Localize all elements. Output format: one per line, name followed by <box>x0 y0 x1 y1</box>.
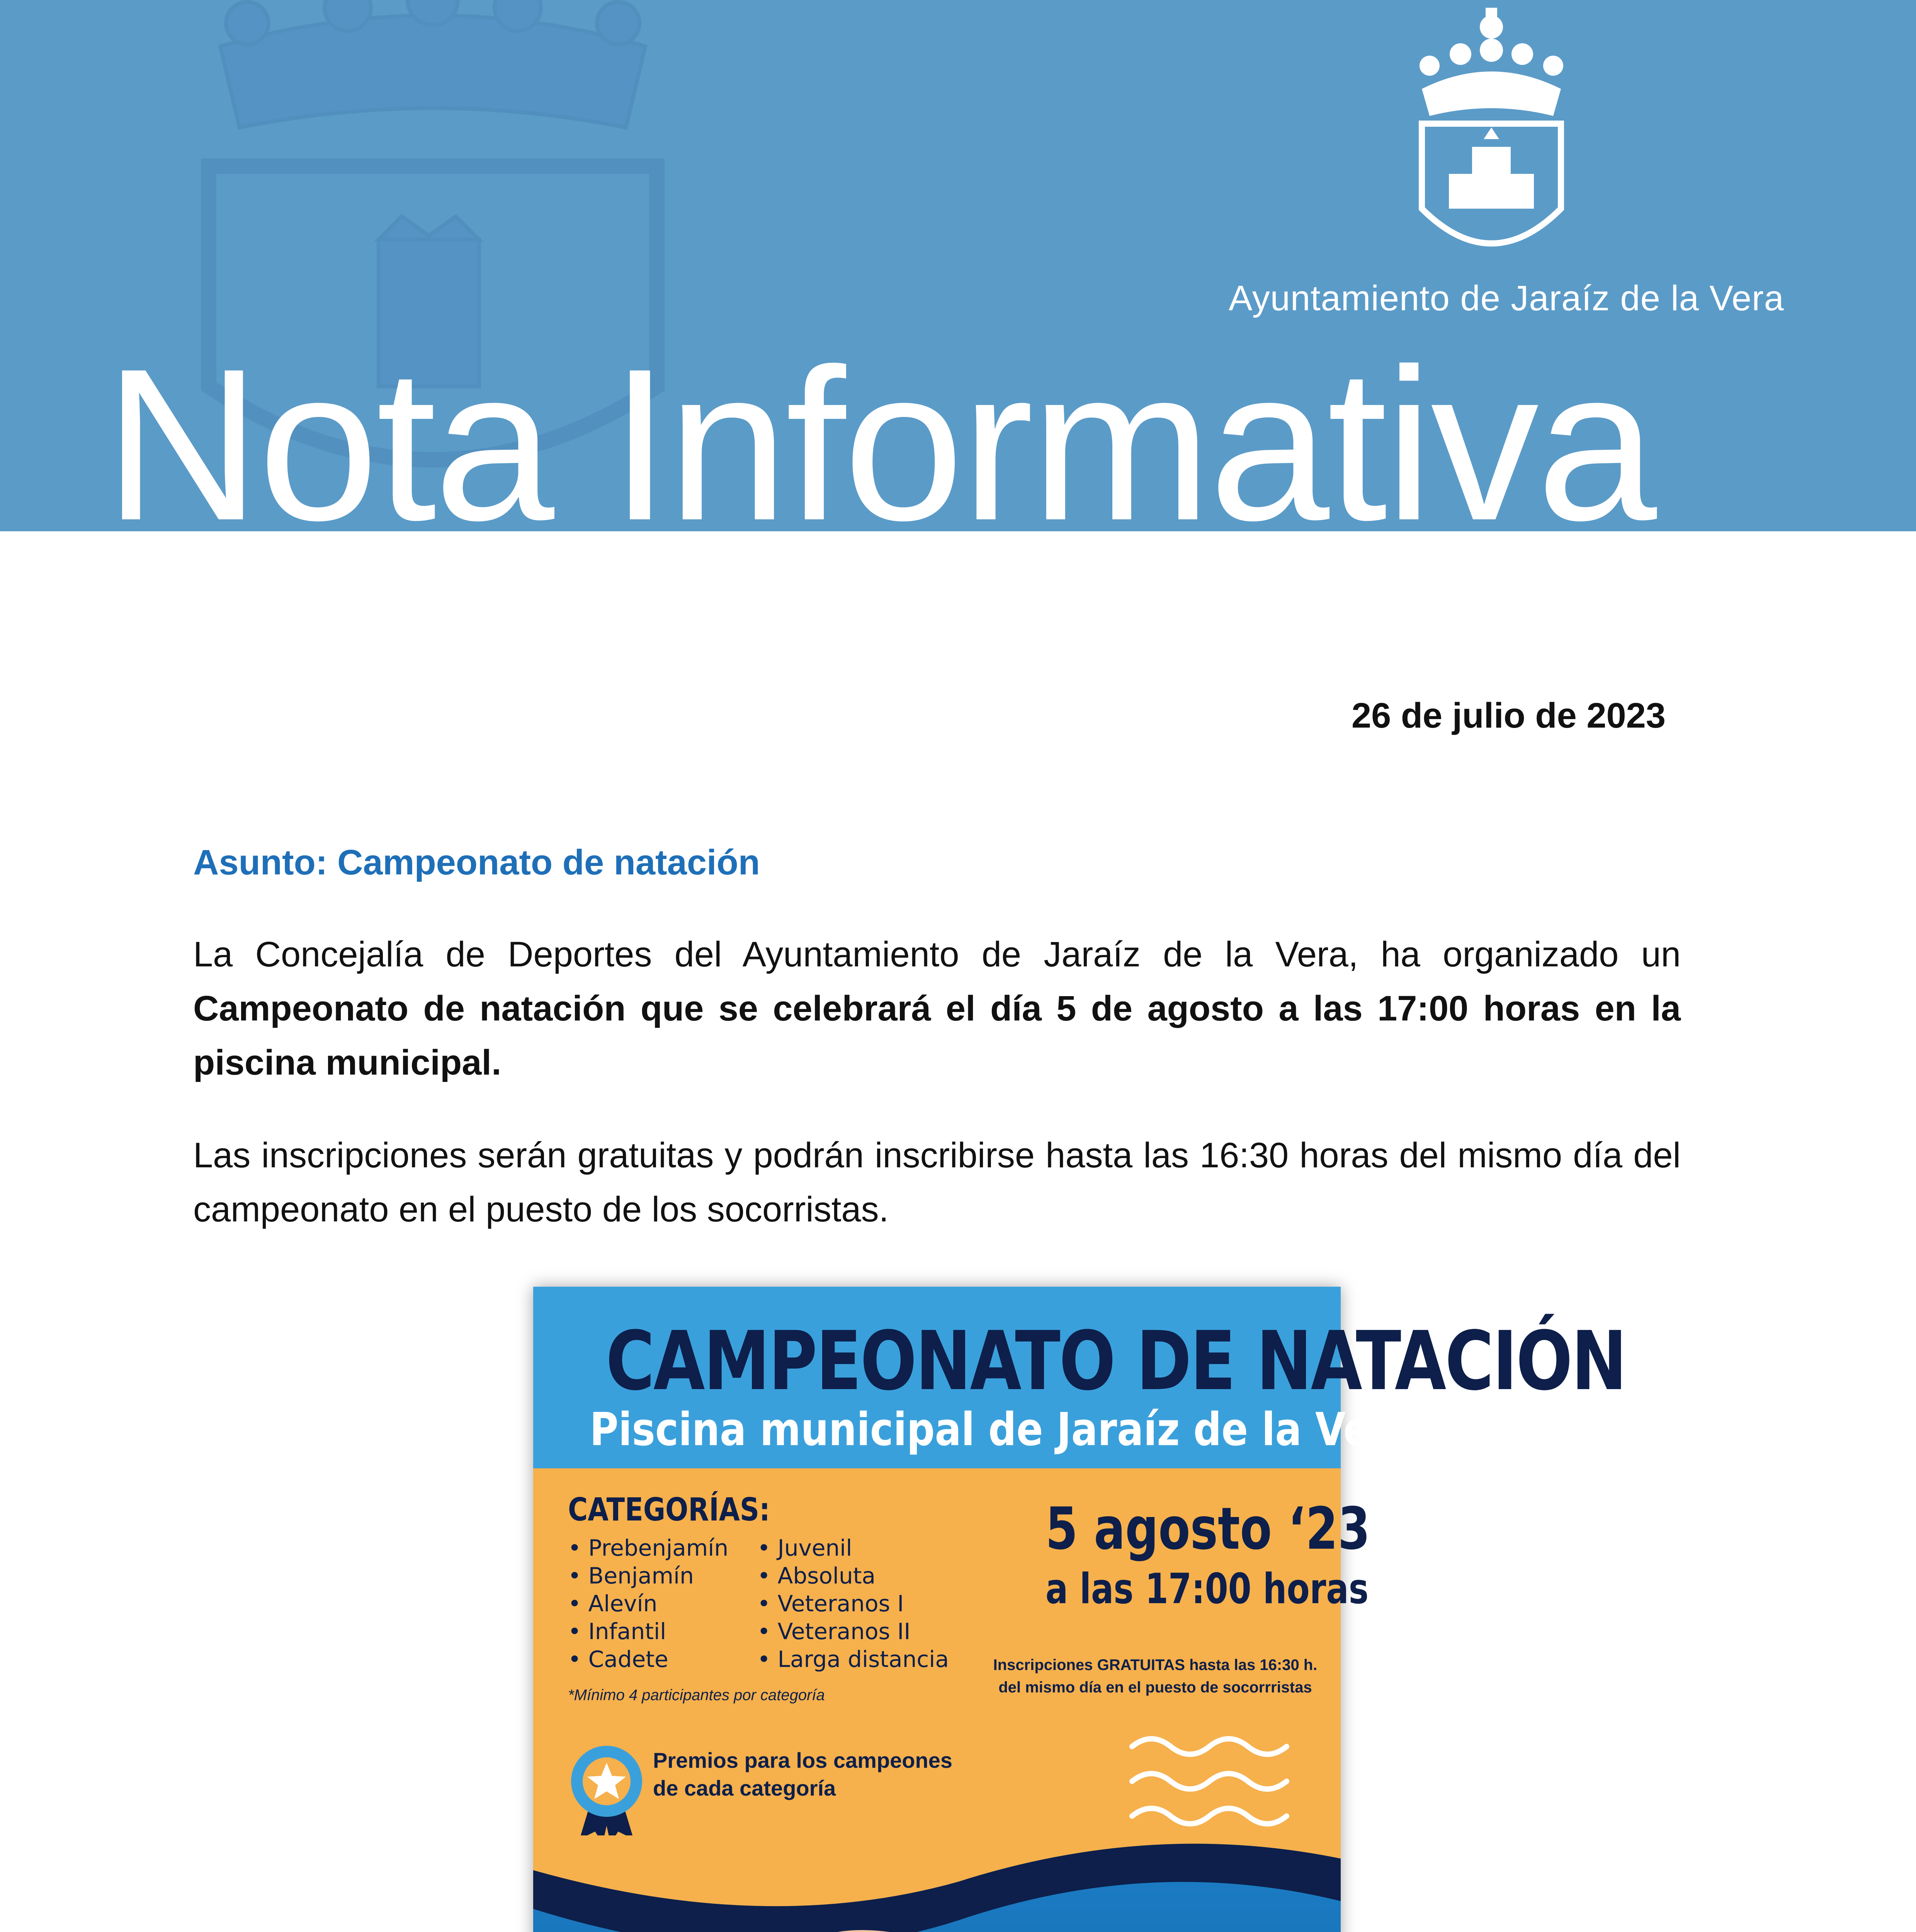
organization-name: Ayuntamiento de Jaraíz de la Vera <box>1229 279 1784 318</box>
category-item: • Prebenjamín <box>568 1534 728 1562</box>
category-item: • Juvenil <box>757 1534 949 1562</box>
document-subject: Asunto: Campeonato de natación <box>193 843 760 882</box>
header-banner <box>0 0 1916 565</box>
inscriptions-line-1: Inscripciones GRATUITAS hasta las 16:30 h. <box>993 1656 1318 1673</box>
paragraph-2: Las inscripciones serán gratuitas y podrán inscribirse hasta las 16:30 horas del mismo día del campeonato en el puesto de los socorristas. <box>193 1136 1681 1229</box>
paragraph-1 <box>193 927 1681 1090</box>
poster-subtitle: Piscina municipal de Jaraíz de la Vera <box>590 1403 1416 1456</box>
poster-image <box>533 1287 1626 1932</box>
poster-time: a las 17:00 horas <box>1046 1565 1369 1613</box>
medal-icon <box>568 1743 645 1843</box>
poster-inscriptions <box>989 1654 1321 1699</box>
paragraph-1-text: La Concejalía de Deportes del Ayuntamiento de Jaraíz de la Vera, ha organizado un <box>193 935 1681 974</box>
category-item: • Benjamín <box>568 1562 728 1590</box>
swimmer-photo <box>533 1835 1341 1932</box>
paragraph-1-bold: Campeonato de natación que se celebrará el día 5 de agosto a las 17:00 horas en la piscina municipal. <box>193 989 1681 1082</box>
categories-heading: CATEGORÍAS: <box>568 1492 770 1528</box>
minimum-note: *Mínimo 4 participantes por categoría <box>568 1687 825 1704</box>
crest-logo-icon <box>1406 8 1576 270</box>
category-item: • Absoluta <box>757 1562 949 1590</box>
waves-icon <box>1128 1731 1290 1832</box>
category-item: • Larga distancia <box>757 1645 949 1673</box>
poster-title: CAMPEONATO DE NATACIÓN <box>606 1314 1626 1408</box>
inscriptions-line-2: del mismo día en el puesto de socorrristas <box>998 1679 1312 1696</box>
category-item: • Infantil <box>568 1617 728 1645</box>
banner-title: Nota Informativa <box>104 323 1655 565</box>
prizes-line-2: de cada categoría <box>653 1776 836 1800</box>
poster-date: 5 agosto ‘23 <box>1046 1495 1370 1563</box>
category-item: • Veteranos II <box>757 1617 949 1645</box>
document-date: 26 de julio de 2023 <box>1351 696 1666 735</box>
category-item: • Alevín <box>568 1590 728 1617</box>
categories-list-1 <box>568 1534 728 1673</box>
prizes-line-1: Premios para los campeones <box>653 1748 953 1772</box>
prizes-text <box>653 1747 952 1802</box>
category-item: • Veteranos I <box>757 1590 949 1617</box>
category-item: • Cadete <box>568 1645 728 1673</box>
categories-list-2 <box>757 1534 949 1673</box>
